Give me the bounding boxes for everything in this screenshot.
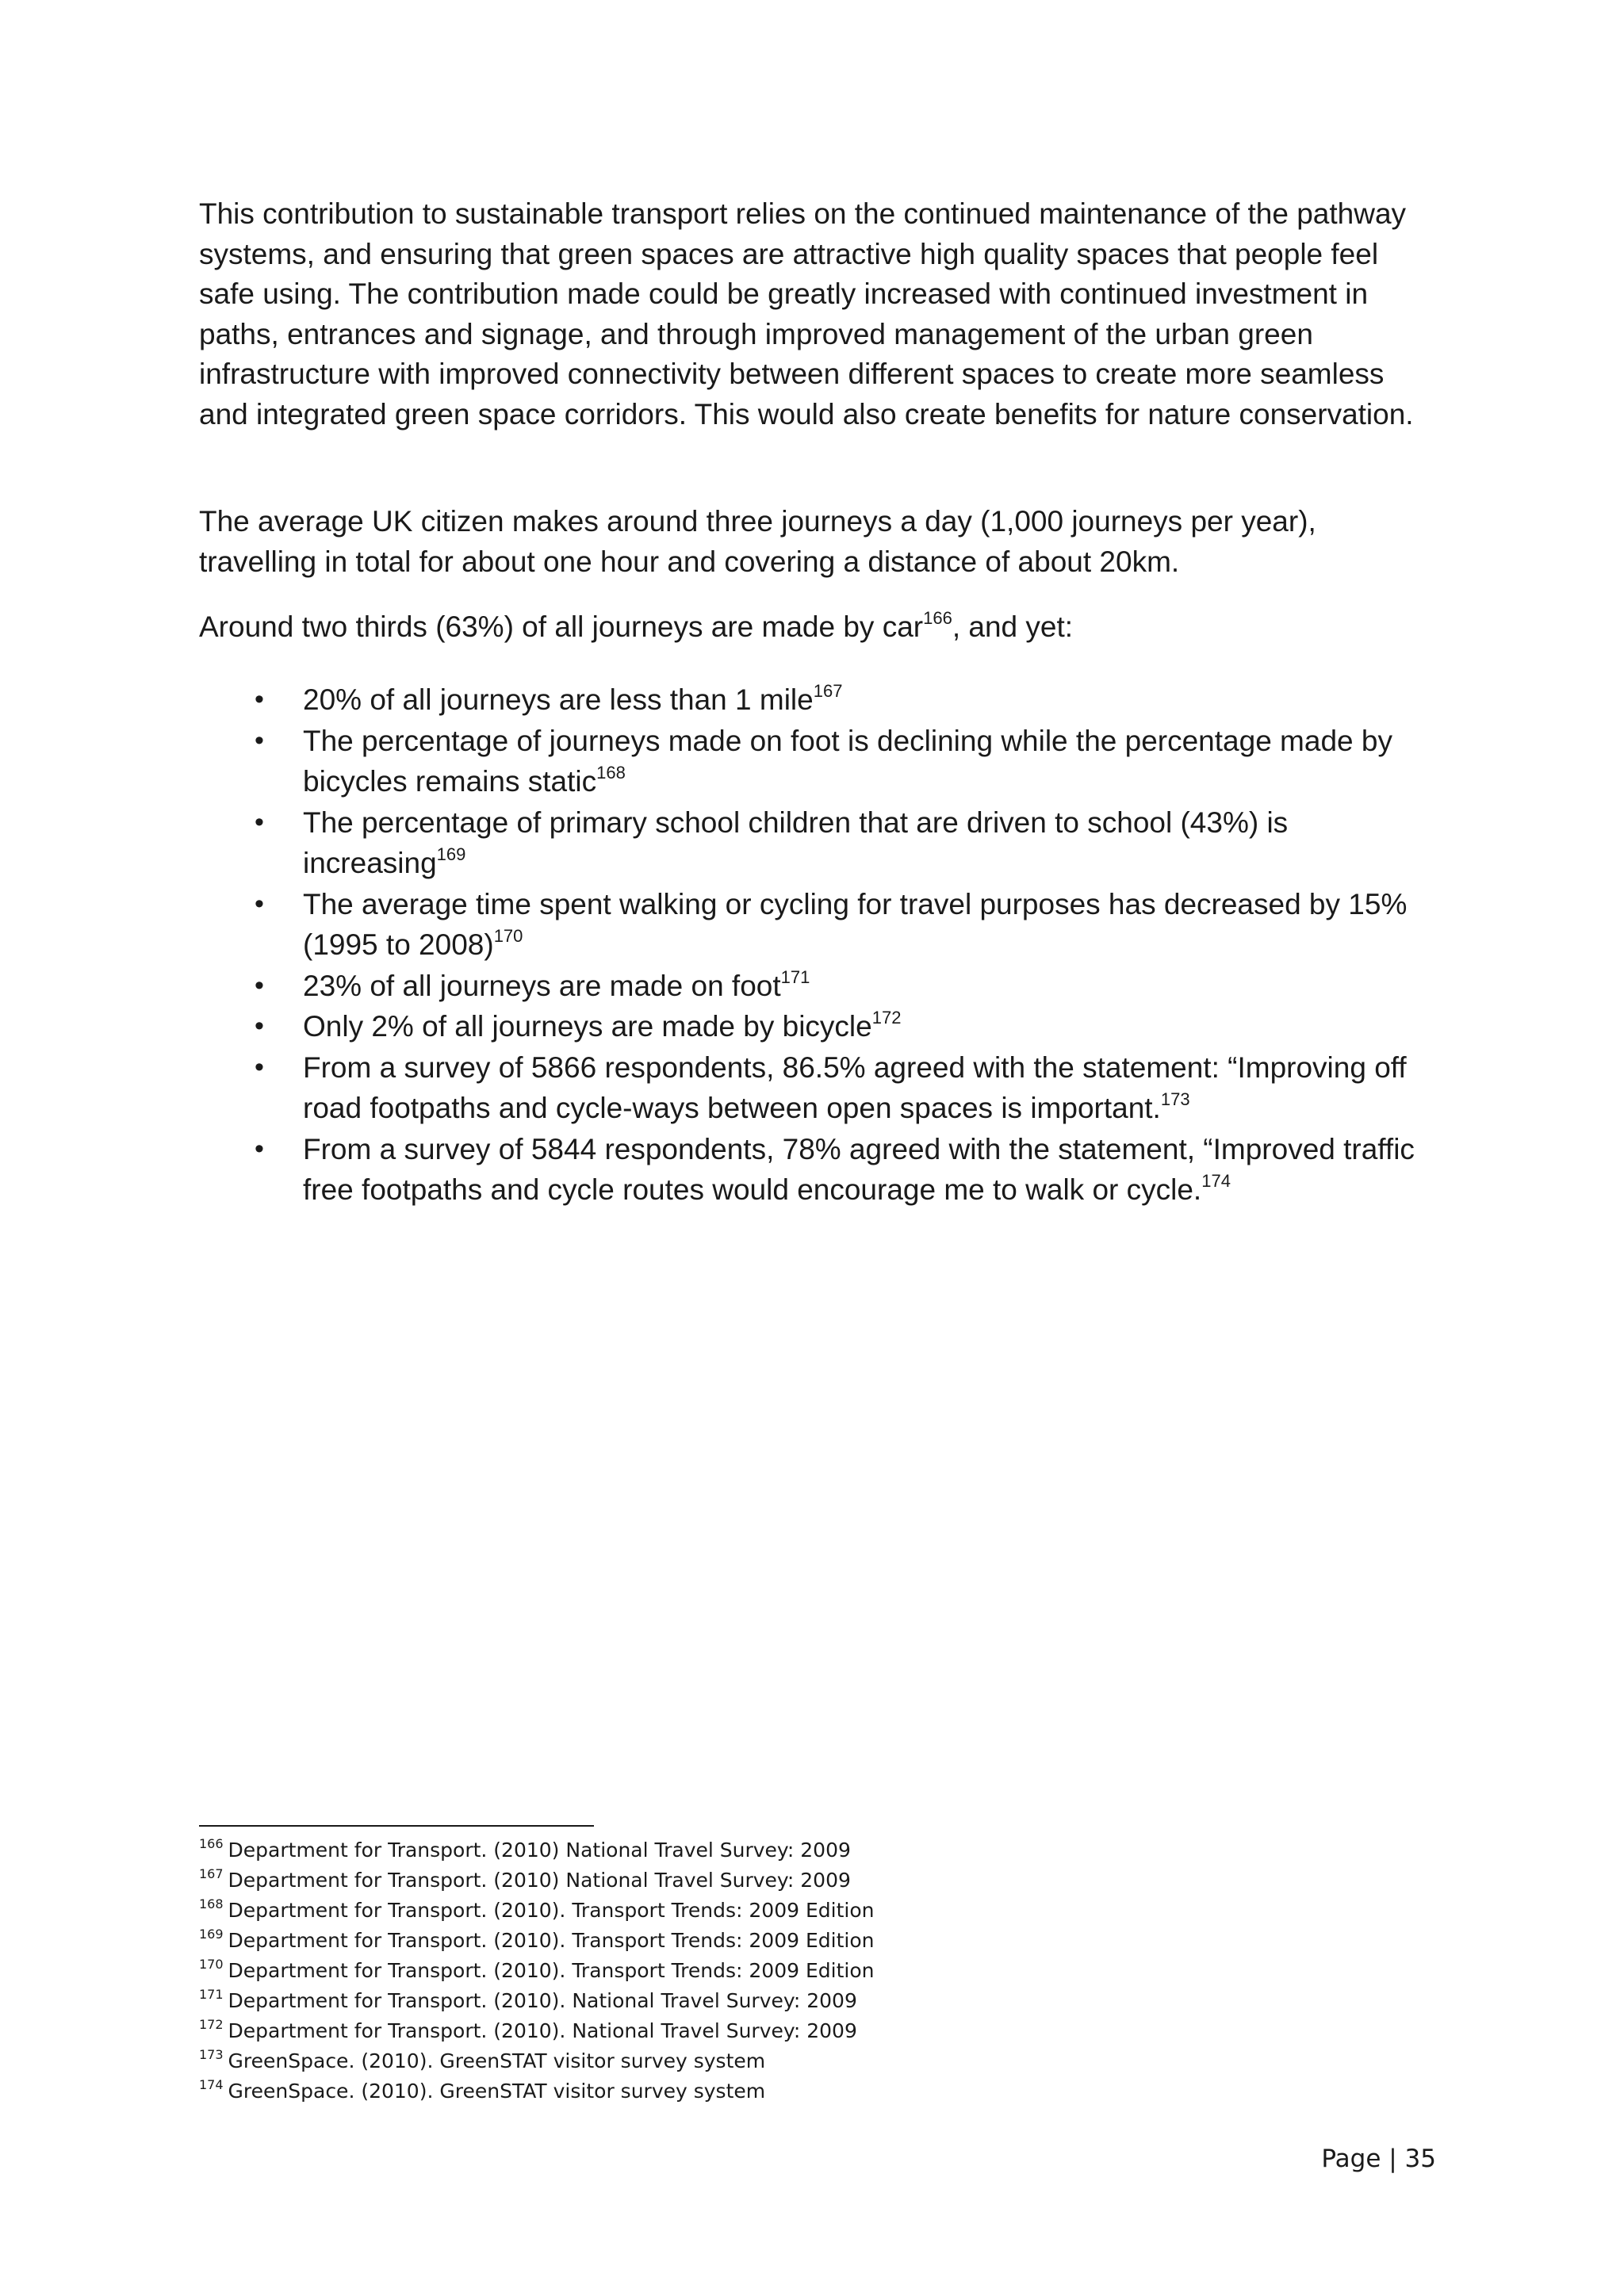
footnote-number: 167	[199, 1866, 224, 1881]
footnote-text: GreenSpace. (2010). GreenSTAT visitor survey system	[228, 2049, 766, 2072]
footnote-text: Department for Transport. (2010) National Travel Survey: 2009	[228, 1869, 851, 1892]
bullet-icon: •	[255, 684, 264, 714]
footnote	[199, 2016, 1309, 2046]
footnote-ref: 171	[780, 966, 810, 987]
bullet-icon: •	[255, 888, 264, 919]
footnote-text: Department for Transport. (2010). Transport Trends: 2009 Edition	[228, 1899, 875, 1922]
footnote-ref: 173	[1160, 1089, 1190, 1109]
footnote-ref: 172	[871, 1008, 902, 1027]
paragraph-sustainable-transport: This contribution to sustainable transport relies on the continued maintenance of the pathway systems, and ensuring that green spaces are attractive high quality spaces that people feel safe using. The contribution made could be greatly increased with continued investment in paths, entrances and signage, and through improved management of the urban green infrastructure with improved connectivity between different spaces to create more seamless and integrated green space corridors. This would also create benefits for nature conservation.	[199, 197, 1414, 430]
footnote-number: 171	[199, 1987, 224, 2002]
paragraph-average-journeys: The average UK citizen makes around three journeys a day (1,000 journeys per year), travelling in total for about one hour and covering a distance of about 20km.	[199, 505, 1316, 578]
bullet-icon: •	[255, 806, 264, 837]
footnote-text: Department for Transport. (2010) National Travel Survey: 2009	[228, 1839, 851, 1862]
bullet-icon: •	[255, 725, 264, 756]
list-item	[199, 1047, 1452, 1129]
list-item-text: From a survey of 5844 respondents, 78% agreed with the statement, “Improved traffic free footpaths and cycle routes would encourage me to walk or cycle.	[303, 1132, 1415, 1206]
footnote	[199, 1896, 1309, 1926]
footnote-ref: 169	[436, 844, 466, 864]
footnote	[199, 1866, 1309, 1896]
bullet-icon: •	[255, 1133, 264, 1164]
paragraph-car-journeys	[199, 607, 1436, 648]
paragraph-car-journeys-tail: , and yet:	[952, 610, 1074, 643]
footnote-text: Department for Transport. (2010). Transport Trends: 2009 Edition	[228, 1959, 875, 1982]
footnote-separator	[199, 1825, 594, 1827]
footnote-number: 166	[199, 1836, 224, 1851]
footnote-number: 168	[199, 1896, 224, 1911]
footnote-ref: 168	[596, 763, 626, 783]
footnote-text: Department for Transport. (2010). National Travel Survey: 2009	[228, 1989, 857, 2012]
footnote-ref: 174	[1201, 1171, 1231, 1191]
list-item	[199, 802, 1452, 884]
footnote	[199, 2076, 1309, 2107]
footnote	[199, 1986, 1309, 2016]
footnote-text: Department for Transport. (2010). Transport Trends: 2009 Edition	[228, 1929, 875, 1952]
page-number: Page | 35	[1321, 2145, 1436, 2173]
list-item	[199, 1006, 1452, 1047]
bullet-icon: •	[255, 1011, 264, 1041]
journey-facts-list	[199, 679, 1452, 1211]
footnotes-list	[199, 1835, 1309, 2107]
footnote	[199, 1835, 1309, 1866]
list-item-text: 23% of all journeys are made on foot	[303, 969, 781, 1002]
list-item	[199, 721, 1452, 802]
footnote-text: Department for Transport. (2010). National Travel Survey: 2009	[228, 2019, 857, 2042]
bullet-icon: •	[255, 970, 264, 1001]
footnote-ref: 167	[813, 681, 843, 701]
list-item	[199, 966, 1452, 1007]
list-item-text: 20% of all journeys are less than 1 mile	[303, 683, 814, 716]
footnote-number: 174	[199, 2077, 224, 2092]
list-item-text: The average time spent walking or cycling for travel purposes has decreased by 15% (1995 to 2008)	[303, 887, 1408, 961]
footnote	[199, 1926, 1309, 1956]
footnote-number: 169	[199, 1927, 224, 1942]
footnote-ref: 170	[493, 926, 523, 946]
list-item-text: Only 2% of all journeys are made by bicycle	[303, 1010, 872, 1043]
footnote	[199, 2046, 1309, 2076]
list-item-text: The percentage of primary school children that are driven to school (43%) is increasing	[303, 806, 1289, 879]
list-item-text: The percentage of journeys made on foot is declining while the percentage made by bicycles remains static	[303, 724, 1392, 798]
bullet-icon: •	[255, 1051, 264, 1082]
list-item	[199, 679, 1452, 721]
list-item	[199, 1129, 1452, 1211]
footnote-number: 173	[199, 2047, 224, 2062]
list-item-text: From a survey of 5866 respondents, 86.5% agreed with the statement: “Improving off road footpaths and cycle-ways between open spaces is important.	[303, 1050, 1407, 1124]
paragraph-car-journeys-text: Around two thirds (63%) of all journeys are made by car	[199, 610, 924, 643]
footnote-number: 170	[199, 1957, 224, 1972]
footnote-text: GreenSpace. (2010). GreenSTAT visitor survey system	[228, 2080, 766, 2103]
footnote	[199, 1956, 1309, 1986]
list-item	[199, 884, 1452, 966]
footnote-number: 172	[199, 2017, 224, 2032]
footnote-ref-166: 166	[923, 608, 952, 628]
